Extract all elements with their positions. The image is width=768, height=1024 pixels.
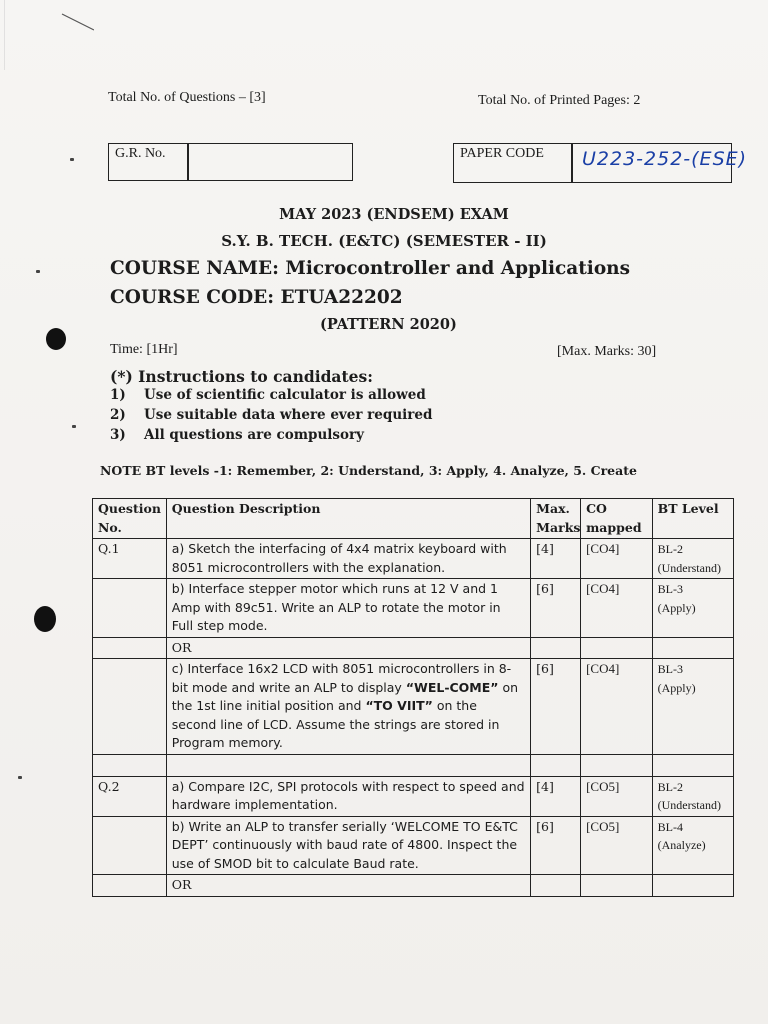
header-max-marks: Max. Marks <box>531 499 581 539</box>
co-mapped-cell: [CO5] <box>581 776 653 816</box>
speck <box>72 425 76 428</box>
co-mapped-cell: [CO5] <box>581 816 653 875</box>
paper-code-label: PAPER CODE <box>460 146 544 161</box>
question-description: c) Interface 16x2 LCD with 8051 microcontrollers in 8-bit mode and write an ALP to display “WEL-COME” on the 1st line initial position and “TO VIIT” on the second line of LCD. Assume the strings are stored in Program memory. <box>166 659 530 755</box>
or-label: OR <box>166 637 530 659</box>
instructions-heading: (*) Instructions to candidates: <box>110 367 373 386</box>
question-number: Q.1 <box>93 539 167 579</box>
instruction-item: 1) Use of scientific calculator is allowed <box>110 387 426 403</box>
or-row <box>93 875 734 897</box>
punch-hole <box>34 606 56 632</box>
max-marks: [Max. Marks: 30] <box>557 344 657 359</box>
question-number <box>93 659 167 755</box>
table-header-row <box>93 499 734 539</box>
exam-title: MAY 2023 (ENDSEM) EXAM <box>279 206 509 223</box>
co-mapped-cell: [CO4] <box>581 539 653 579</box>
question-description: b) Write an ALP to transfer serially ‘WELCOME TO E&TC DEPT’ continuously with baud rate of 4800. Inspect the use of SMOD bit to calculate Baud rate. <box>166 816 530 875</box>
exam-time: Time: [1Hr] <box>110 342 178 357</box>
question-number <box>93 579 167 638</box>
gr-number-box[interactable] <box>108 143 353 181</box>
bt-level-cell: BL-3 (Apply) <box>652 579 733 638</box>
co-mapped-cell: [CO4] <box>581 659 653 755</box>
paper-code-box <box>453 143 748 183</box>
bt-levels-note: NOTE BT levels -1: Remember, 2: Understand, 3: Apply, 4. Analyze, 5. Create <box>100 463 637 478</box>
max-marks-cell: [6] <box>531 579 581 638</box>
paper-code-handwritten: U223-252-(ESE) <box>582 148 748 170</box>
max-marks-cell: [6] <box>531 659 581 755</box>
total-questions: Total No. of Questions – [3] <box>108 90 266 105</box>
course-code: COURSE CODE: ETUA22202 <box>110 287 403 308</box>
instructions-list <box>110 387 432 447</box>
speck <box>18 776 22 779</box>
bt-level-cell: BL-3 (Apply) <box>652 659 733 755</box>
total-pages: Total No. of Printed Pages: 2 <box>478 93 641 108</box>
table-row <box>93 579 734 638</box>
max-marks-cell: [4] <box>531 539 581 579</box>
question-number: Q.2 <box>93 776 167 816</box>
bt-level-cell: BL-2 (Understand) <box>652 776 733 816</box>
table-row <box>93 816 734 875</box>
header-bt-level: BT Level <box>652 499 733 539</box>
speck <box>36 270 40 273</box>
bt-level-cell: BL-4 (Analyze) <box>652 816 733 875</box>
program-title: S.Y. B. TECH. (E&TC) (SEMESTER - II) <box>221 232 547 250</box>
course-name: COURSE NAME: Microcontroller and Applications <box>110 258 631 279</box>
paper-code-divider <box>571 144 573 182</box>
instruction-item: 3) All questions are compulsory <box>110 427 364 443</box>
speck <box>70 158 74 161</box>
instruction-item: 2) Use suitable data where ever required <box>110 407 433 423</box>
question-table <box>92 498 734 897</box>
question-description: a) Compare I2C, SPI protocols with respect to speed and hardware implementation. <box>166 776 530 816</box>
header-co-mapped: CO mapped <box>581 499 653 539</box>
question-description: b) Interface stepper motor which runs at 12 V and 1 Amp with 89c51. Write an ALP to rotate the motor in Full step mode. <box>166 579 530 638</box>
max-marks-cell: [6] <box>531 816 581 875</box>
pattern: (PATTERN 2020) <box>320 316 457 333</box>
gr-label: G.R. No. <box>115 146 166 161</box>
bt-level-cell: BL-2 (Understand) <box>652 539 733 579</box>
or-row <box>93 637 734 659</box>
header-description: Question Description <box>166 499 530 539</box>
folded-corner-mark <box>4 0 94 70</box>
question-description: a) Sketch the interfacing of 4x4 matrix keyboard with 8051 microcontrollers with the explanation. <box>166 539 530 579</box>
table-row <box>93 776 734 816</box>
gr-divider <box>187 144 189 180</box>
header-question-no: Question No. <box>93 499 167 539</box>
spacer-row <box>93 754 734 776</box>
punch-hole <box>46 328 66 350</box>
question-number <box>93 816 167 875</box>
max-marks-cell: [4] <box>531 776 581 816</box>
table-row <box>93 659 734 755</box>
co-mapped-cell: [CO4] <box>581 579 653 638</box>
or-label: OR <box>166 875 530 897</box>
table-row <box>93 539 734 579</box>
